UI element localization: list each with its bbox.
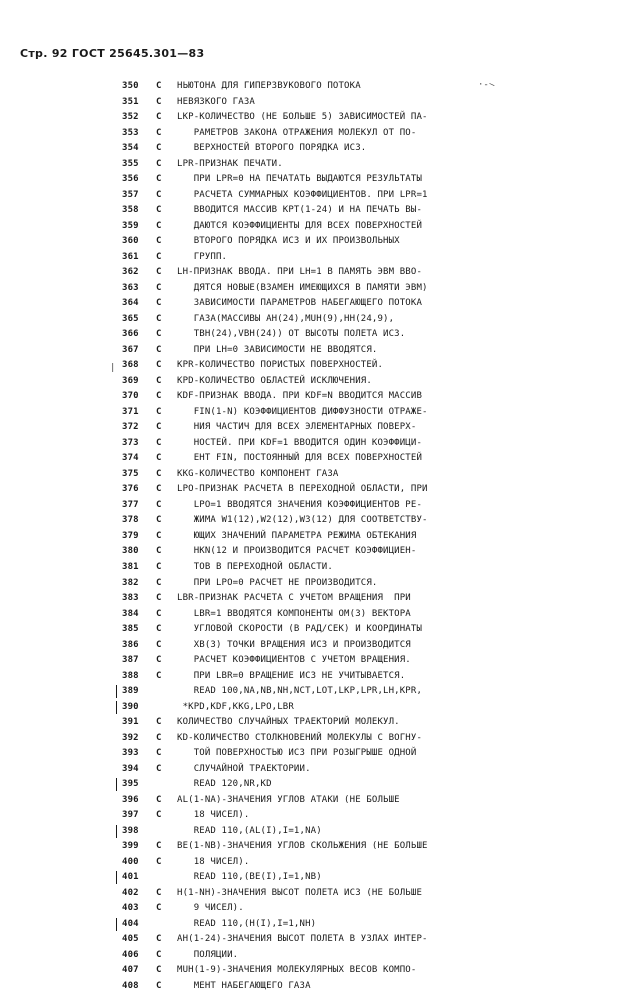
line-text: НЬЮТОНА ДЛЯ ГИПЕРЗВУКОВОГО ПОТОКА xyxy=(177,81,361,91)
code-line xyxy=(122,917,622,933)
code-line xyxy=(122,576,622,592)
code-listing xyxy=(122,79,622,994)
code-line xyxy=(122,793,622,809)
code-line xyxy=(122,560,622,576)
line-text: ТОВ В ПЕРЕХОДНОЙ ОБЛАСТИ. xyxy=(177,561,333,572)
line-text: НКN(12 И ПРОИЗВОДИТСЯ РАСЧЕТ КОЭФФИЦИЕН- xyxy=(177,546,417,557)
line-text: ЮЩИХ ЗНАЧЕНИЙ ПАРАМЕТРА РЕЖИМА ОБТЕКАНИЯ xyxy=(177,530,417,541)
code-line xyxy=(122,715,622,731)
code-line xyxy=(122,622,622,638)
code-line xyxy=(122,886,622,902)
line-number: 371 xyxy=(122,406,139,417)
line-number: 390 xyxy=(122,701,139,712)
comment-marker: C xyxy=(156,468,162,479)
line-number: 375 xyxy=(122,468,139,479)
comment-marker: C xyxy=(156,360,162,371)
comment-marker: C xyxy=(156,608,162,619)
line-text: KD-КОЛИЧЕСТВО СТОЛКНОВЕНИЙ МОЛЕКУЛЫ С ВОГНУ- xyxy=(177,732,423,743)
line-text: LKP-КОЛИЧЕСТВО (НЕ БОЛЬШЕ 5) ЗАВИСИМОСТЕЙ ПА- xyxy=(177,112,428,123)
code-line xyxy=(122,901,622,917)
line-number: 361 xyxy=(122,251,139,262)
line-text: READ 110,(AL(I),I=1,NA) xyxy=(177,825,322,836)
comment-marker: C xyxy=(156,639,162,650)
comment-marker: C xyxy=(156,624,162,635)
line-text: FIN(1-N) КОЭФФИЦИЕНТОВ ДИФФУЗНОСТИ ОТРАЖЕ- xyxy=(177,406,428,417)
margin-bar xyxy=(116,871,117,884)
line-text: РАСЧЕТ КОЭФФИЦИЕНТОВ С УЧЕТОМ ВРАЩЕНИЯ. xyxy=(177,655,411,666)
line-number: 354 xyxy=(122,143,139,154)
comment-marker: C xyxy=(156,422,162,433)
line-number: 357 xyxy=(122,189,139,200)
line-number: 367 xyxy=(122,344,139,355)
line-number: 406 xyxy=(122,949,139,960)
line-text: МЕНТ НАБЕГАЮЩЕГО ГАЗА xyxy=(177,980,311,991)
line-text: ХВ(3) ТОЧКИ ВРАЩЕНИЯ ИСЗ И ПРОИЗВОДИТСЯ xyxy=(177,639,411,650)
line-number: 384 xyxy=(122,608,139,619)
line-number: 360 xyxy=(122,236,139,247)
code-line xyxy=(122,172,622,188)
line-text: ЕНТ FIN, ПОСТОЯННЫЙ ДЛЯ ВСЕХ ПОВЕРХНОСТЕЙ xyxy=(177,453,423,464)
comment-marker: C xyxy=(156,189,162,200)
margin-bar xyxy=(116,825,117,838)
line-number: 386 xyxy=(122,639,139,650)
line-number: 407 xyxy=(122,965,139,976)
line-text: BE(1-NB)-ЗНАЧЕНИЯ УГЛОВ СКОЛЬЖЕНИЯ (НЕ БОЛЬШЕ xyxy=(177,841,428,852)
line-number: 352 xyxy=(122,112,139,123)
comment-marker: C xyxy=(156,391,162,402)
line-text: ГАЗА(МАССИВЫ АН(24),МUН(9),НН(24,9), xyxy=(177,313,395,324)
line-number: 395 xyxy=(122,779,139,790)
line-number: 404 xyxy=(122,918,139,929)
comment-marker: C xyxy=(156,810,162,821)
comment-marker: C xyxy=(156,887,162,898)
line-number: 389 xyxy=(122,686,139,697)
code-line xyxy=(122,948,622,964)
line-text: KPD-КОЛИЧЕСТВО ОБЛАСТЕЙ ИСКЛЮЧЕНИЯ. xyxy=(177,375,372,386)
line-text: ДАЮТСЯ КОЭФФИЦИЕНТЫ ДЛЯ ВСЕХ ПОВЕРХНОСТЕЙ xyxy=(177,220,423,231)
line-number: 372 xyxy=(122,422,139,433)
line-number: 391 xyxy=(122,717,139,728)
code-line xyxy=(122,498,622,514)
code-line xyxy=(122,513,622,529)
line-number: 385 xyxy=(122,624,139,635)
comment-marker: C xyxy=(156,484,162,495)
code-line xyxy=(122,684,622,700)
line-number: 363 xyxy=(122,282,139,293)
line-number: 351 xyxy=(122,96,139,107)
comment-marker: C xyxy=(156,763,162,774)
line-number: 388 xyxy=(122,670,139,681)
code-line xyxy=(122,731,622,747)
code-line xyxy=(122,250,622,266)
comment-marker: C xyxy=(156,437,162,448)
comment-marker: C xyxy=(156,282,162,293)
line-text: LPR-ПРИЗНАК ПЕЧАТИ. xyxy=(177,158,283,169)
margin-bar xyxy=(116,701,117,714)
line-number: 397 xyxy=(122,810,139,821)
line-number: 398 xyxy=(122,825,139,836)
code-line xyxy=(122,777,622,793)
line-text: 18 ЧИСЕЛ). xyxy=(177,856,250,867)
line-number: 400 xyxy=(122,856,139,867)
line-text: ВВОДИТСЯ МАССИВ КРТ(1-24) И НА ПЕЧАТЬ ВЫ- xyxy=(177,205,423,216)
line-text: LPO-ПРИЗНАК РАСЧЕТА В ПЕРЕХОДНОЙ ОБЛАСТИ, ПРИ xyxy=(177,484,428,495)
comment-marker: C xyxy=(156,717,162,728)
comment-marker: C xyxy=(156,298,162,309)
code-line xyxy=(122,265,622,281)
line-text: TBH(24),VBH(24)) ОТ ВЫСОТЫ ПОЛЕТА ИСЗ. xyxy=(177,329,406,340)
line-number: 383 xyxy=(122,593,139,604)
code-line xyxy=(122,157,622,173)
code-line xyxy=(122,544,622,560)
code-line xyxy=(122,824,622,840)
margin-bar xyxy=(116,685,117,698)
comment-marker: C xyxy=(156,856,162,867)
line-number: 401 xyxy=(122,872,139,883)
code-line xyxy=(122,219,622,235)
line-number: 381 xyxy=(122,561,139,572)
scan-artifact: ·-— xyxy=(478,79,497,91)
line-number: 365 xyxy=(122,313,139,324)
line-text: KDF-ПРИЗНАК ВВОДА. ПРИ KDF=N ВВОДИТСЯ МАССИВ xyxy=(177,391,423,402)
code-line xyxy=(122,343,622,359)
comment-marker: C xyxy=(156,313,162,324)
line-number: 364 xyxy=(122,298,139,309)
line-number: 353 xyxy=(122,127,139,138)
code-line xyxy=(122,141,622,157)
comment-marker: C xyxy=(156,174,162,185)
line-text: ПРИ LPR=0 НА ПЕЧАТАТЬ ВЫДАЮТСЯ РЕЗУЛЬТАТЫ xyxy=(177,174,423,185)
code-line xyxy=(122,389,622,405)
comment-marker: C xyxy=(156,732,162,743)
code-line xyxy=(122,436,622,452)
line-text: ЗАВИСИМОСТИ ПАРАМЕТРОВ НАБЕГАЮЩЕГО ПОТОКА xyxy=(177,298,423,309)
line-text: KPR-КОЛИЧЕСТВО ПОРИСТЫХ ПОВЕРХНОСТЕЙ. xyxy=(177,360,384,371)
comment-marker: C xyxy=(156,329,162,340)
comment-marker: C xyxy=(156,453,162,464)
scan-artifact: | xyxy=(110,363,116,373)
line-text: ПРИ LBR=0 ВРАЩЕНИЕ ИСЗ НЕ УЧИТЫВАЕТСЯ. xyxy=(177,670,406,681)
line-text: H(1-NH)-ЗНАЧЕНИЯ ВЫСОТ ПОЛЕТА ИСЗ (НЕ БОЛЬШЕ xyxy=(177,887,423,898)
line-text: ЖИМА W1(12),W2(12),W3(12) ДЛЯ СООТВЕТСТВУ- xyxy=(177,515,428,526)
comment-marker: C xyxy=(156,515,162,526)
comment-marker: C xyxy=(156,949,162,960)
line-number: 379 xyxy=(122,530,139,541)
code-line xyxy=(122,79,622,95)
line-number: 387 xyxy=(122,655,139,666)
comment-marker: C xyxy=(156,127,162,138)
comment-marker: C xyxy=(156,251,162,262)
line-number: 402 xyxy=(122,887,139,898)
code-line xyxy=(122,607,622,623)
comment-marker: C xyxy=(156,143,162,154)
code-line xyxy=(122,234,622,250)
comment-marker: C xyxy=(156,236,162,247)
code-line xyxy=(122,529,622,545)
line-text: KKG-КОЛИЧЕСТВО КОМПОНЕНТ ГАЗА xyxy=(177,468,339,479)
code-line xyxy=(122,963,622,979)
code-line xyxy=(122,420,622,436)
line-text: READ 120,NR,KD xyxy=(177,779,272,790)
code-line xyxy=(122,591,622,607)
line-number: 405 xyxy=(122,934,139,945)
code-line xyxy=(122,700,622,716)
line-number: 408 xyxy=(122,980,139,991)
code-line xyxy=(122,467,622,483)
code-line xyxy=(122,296,622,312)
line-text: 9 ЧИСЕЛ). xyxy=(177,903,244,914)
line-text: LPO=1 ВВОДЯТСЯ ЗНАЧЕНИЯ КОЭФФИЦИЕНТОВ РЕ- xyxy=(177,499,423,510)
page-header: Стр. 92 ГОСТ 25645.301—83 xyxy=(20,47,205,60)
line-text: НЕВЯЗКОГО ГАЗА xyxy=(177,96,255,107)
line-text: НОСТЕЙ. ПРИ KDF=1 ВВОДИТСЯ ОДИН КОЭФФИЦИ- xyxy=(177,437,423,448)
line-text: READ 110,(H(I),I=1,NH) xyxy=(177,918,317,929)
line-text: LH-ПРИЗНАК ВВОДА. ПРИ LH=1 В ПАМЯТЬ ЭВМ ВВО- xyxy=(177,267,423,278)
line-text: ГРУПП. xyxy=(177,251,228,262)
line-text: READ 110,(BE(I),I=1,NB) xyxy=(177,872,322,883)
line-text: КОЛИЧЕСТВО СЛУЧАЙНЫХ ТРАЕКТОРИЙ МОЛЕКУЛ. xyxy=(177,717,400,728)
line-text: НИЯ ЧАСТИЧ ДЛЯ ВСЕХ ЭЛЕМЕНТАРНЫХ ПОВЕРХ- xyxy=(177,422,417,433)
comment-marker: C xyxy=(156,96,162,107)
line-number: 380 xyxy=(122,546,139,557)
code-line xyxy=(122,312,622,328)
code-line xyxy=(122,855,622,871)
line-text: ДЯТСЯ НОВЫЕ(ВЗАМЕН ИМЕЮЩИХСЯ В ПАМЯТИ ЭВМ) xyxy=(177,282,428,293)
line-text: ТОЙ ПОВЕРХНОСТЬЮ ИСЗ ПРИ РОЗЫГРЫШЕ ОДНОЙ xyxy=(177,748,417,759)
code-line xyxy=(122,95,622,111)
line-number: 350 xyxy=(122,81,139,91)
line-text: ПРИ LPO=0 РАСЧЕТ НЕ ПРОИЗВОДИТСЯ. xyxy=(177,577,378,588)
line-number: 358 xyxy=(122,205,139,216)
comment-marker: C xyxy=(156,81,162,91)
line-number: 359 xyxy=(122,220,139,231)
comment-marker: C xyxy=(156,112,162,123)
line-text: LBR-ПРИЗНАК РАСЧЕТА С УЧЕТОМ ВРАЩЕНИЯ ПРИ xyxy=(177,593,411,604)
line-text: МUН(1-9)-ЗНАЧЕНИЯ МОЛЕКУЛЯРНЫХ ВЕСОВ КОМПО- xyxy=(177,965,417,976)
comment-marker: C xyxy=(156,375,162,386)
comment-marker: C xyxy=(156,655,162,666)
comment-marker: C xyxy=(156,205,162,216)
code-line xyxy=(122,762,622,778)
code-line xyxy=(122,281,622,297)
comment-marker: C xyxy=(156,220,162,231)
comment-marker: C xyxy=(156,546,162,557)
line-text: READ 100,NA,NB,NH,NCT,LOT,LKP,LPR,LH,KPR, xyxy=(177,686,423,697)
line-number: 356 xyxy=(122,174,139,185)
comment-marker: C xyxy=(156,267,162,278)
comment-marker: C xyxy=(156,577,162,588)
code-line xyxy=(122,979,622,994)
line-text: 18 ЧИСЕЛ). xyxy=(177,810,250,821)
code-line xyxy=(122,746,622,762)
line-number: 377 xyxy=(122,499,139,510)
line-text: ПОЛЯЦИИ. xyxy=(177,949,239,960)
comment-marker: C xyxy=(156,593,162,604)
comment-marker: C xyxy=(156,530,162,541)
line-number: 368 xyxy=(122,360,139,371)
line-number: 366 xyxy=(122,329,139,340)
line-number: 362 xyxy=(122,267,139,278)
line-text: РАМЕТРОВ ЗАКОНА ОТРАЖЕНИЯ МОЛЕКУЛ ОТ ПО- xyxy=(177,127,417,138)
margin-bar xyxy=(116,918,117,931)
line-number: 382 xyxy=(122,577,139,588)
code-line xyxy=(122,932,622,948)
comment-marker: C xyxy=(156,748,162,759)
code-line xyxy=(122,110,622,126)
line-text: ВЕРХНОСТЕЙ ВТОРОГО ПОРЯДКА ИСЗ. xyxy=(177,143,367,154)
code-line xyxy=(122,669,622,685)
code-line xyxy=(122,203,622,219)
comment-marker: C xyxy=(156,344,162,355)
line-number: 399 xyxy=(122,841,139,852)
comment-marker: C xyxy=(156,561,162,572)
code-line xyxy=(122,188,622,204)
code-line xyxy=(122,808,622,824)
margin-bar xyxy=(116,778,117,791)
code-line xyxy=(122,126,622,142)
code-line xyxy=(122,839,622,855)
comment-marker: C xyxy=(156,903,162,914)
code-line xyxy=(122,374,622,390)
code-line xyxy=(122,451,622,467)
comment-marker: C xyxy=(156,841,162,852)
line-text: AH(1-24)-ЗНАЧЕНИЯ ВЫСОТ ПОЛЕТА В УЗЛАХ ИНТЕР- xyxy=(177,934,428,945)
line-number: 396 xyxy=(122,794,139,805)
line-number: 370 xyxy=(122,391,139,402)
comment-marker: C xyxy=(156,406,162,417)
code-line xyxy=(122,358,622,374)
line-text: ПРИ LH=0 ЗАВИСИМОСТИ НЕ ВВОДЯТСЯ. xyxy=(177,344,378,355)
line-number: 373 xyxy=(122,437,139,448)
code-line xyxy=(122,653,622,669)
line-number: 392 xyxy=(122,732,139,743)
line-number: 369 xyxy=(122,375,139,386)
line-text: УГЛОВОЙ СКОРОСТИ (В РАД/СЕК) И КООРДИНАТЫ xyxy=(177,624,423,635)
line-number: 378 xyxy=(122,515,139,526)
line-number: 374 xyxy=(122,453,139,464)
line-text: LBR=1 ВВОДЯТСЯ КОМПОНЕНТЫ ОМ(3) ВЕКТОРА xyxy=(177,608,411,619)
line-number: 394 xyxy=(122,763,139,774)
line-text: СЛУЧАЙНОЙ ТРАЕКТОРИИ. xyxy=(177,763,311,774)
line-number: 376 xyxy=(122,484,139,495)
line-text: РАСЧЕТА СУММАРНЫХ КОЭФФИЦИЕНТОВ. ПРИ LPR=1 xyxy=(177,189,428,200)
code-line xyxy=(122,405,622,421)
comment-marker: C xyxy=(156,934,162,945)
comment-marker: C xyxy=(156,965,162,976)
code-line xyxy=(122,327,622,343)
code-line xyxy=(122,482,622,498)
comment-marker: C xyxy=(156,158,162,169)
comment-marker: C xyxy=(156,499,162,510)
comment-marker: C xyxy=(156,980,162,991)
line-number: 355 xyxy=(122,158,139,169)
line-number: 393 xyxy=(122,748,139,759)
code-line xyxy=(122,870,622,886)
line-text: *KPD,KDF,KKG,LPO,LBR xyxy=(177,701,294,712)
line-number: 403 xyxy=(122,903,139,914)
line-text: AL(1-NA)-ЗНАЧЕНИЯ УГЛОВ АТАКИ (НЕ БОЛЬШЕ xyxy=(177,794,400,805)
comment-marker: C xyxy=(156,670,162,681)
comment-marker: C xyxy=(156,794,162,805)
line-text: ВТОРОГО ПОРЯДКА ИСЗ И ИХ ПРОИЗВОЛЬНЫХ xyxy=(177,236,400,247)
code-line xyxy=(122,638,622,654)
